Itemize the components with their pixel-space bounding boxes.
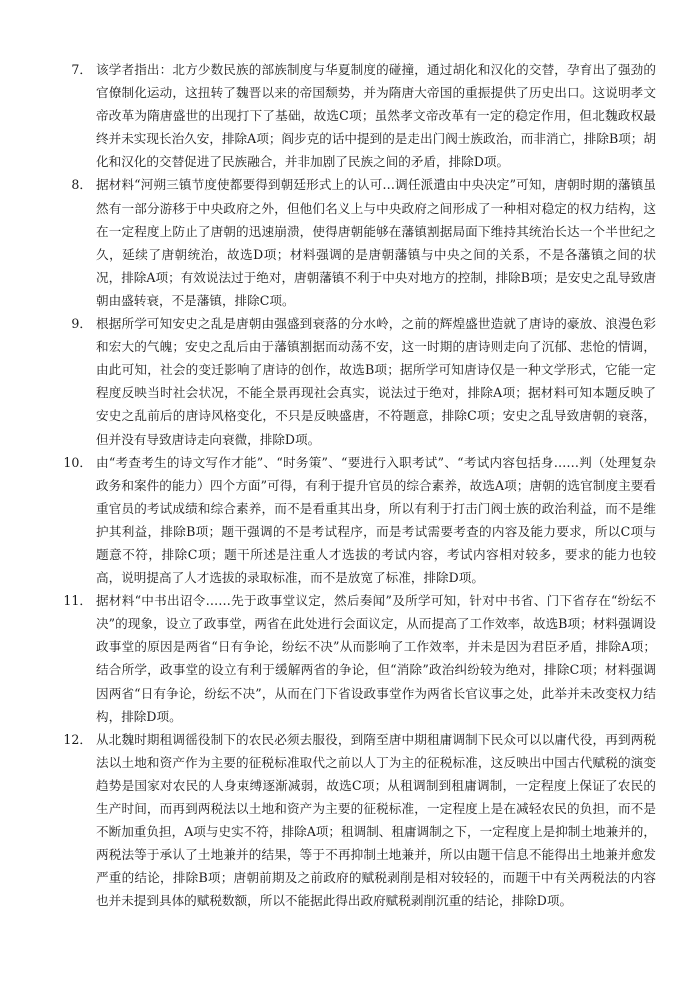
answer-item-8 (0, 173, 696, 312)
answer-item-10 (0, 451, 696, 590)
item-number: 7． (71, 62, 92, 77)
answer-item-12 (0, 728, 696, 913)
item-explanation: 根据所学可知安史之乱是唐朝由强盛到衰落的分水岭，之前的辉煌盛世造就了唐诗的豪放、浪漫色彩和宏大的气魄；安史之乱后由于藩镇割据而动荡不安，这一时期的唐诗则走向了沉郁、悲怆的情调，由此可知，社会的变迁影响了唐诗的创作，故选B项；据所学可知唐诗仅是一种文学形式，它能一定程度反映当时社会状况，不能全景再现社会真实，说法过于绝对，排除A项；据材料可知本题反映了安史之乱前后的唐诗风格变化，不只是反映盛唐，不符题意，排除C项；安史之乱导致唐朝的衰落，但并没有导致唐诗走向衰微，排除D项。 (96, 316, 656, 447)
item-number: 10． (63, 454, 92, 470)
item-explanation: 据材料“中书出诏令……先于政事堂议定，然后奏闻”及所学可知，针对中书省、门下省存在“纷纭不决”的现象，设立了政事堂，两省在此处进行会面议定，从而提高了工作效率，故选B项；材料强调设政事堂的原因是两省“日有争论，纷纭不决”从而影响了工作效率，并未是因为君臣矛盾，排除A项；结合所学，政事堂的设立有利于缓解两省的争论，但“消除”政治纠纷较为绝对，排除C项；材料强调因两省“日有争论，纷纭不决”，从而在门下省设政事堂作为两省长官议事之处，此举并未改变权力结构，排除D项。 (96, 593, 656, 724)
answer-list (0, 58, 696, 912)
item-number: 11． (63, 593, 92, 609)
answer-item-9 (0, 312, 696, 451)
answer-item-7 (0, 58, 696, 173)
item-explanation: 该学者指出：北方少数民族的部族制度与华夏制度的碰撞，通过胡化和汉化的交替，孕育出了强劲的官僚制化运动，这扭转了魏晋以来的帝国颓势，并为隋唐大帝国的重振提供了历史出口。这说明孝文帝改革为隋唐盛世的出现打下了基础，故选C项；虽然孝文帝改革有一定的稳定作用，但北魏政权最终并未实现长治久安，排除A项；阎步克的话中提到的是走出门阀士族政治，而非消亡，排除B项；胡化和汉化的交替促进了民族融合，并非加剧了民族之间的矛盾，排除D项。 (96, 62, 656, 170)
answer-item-11 (0, 589, 696, 728)
item-number: 12． (63, 731, 92, 747)
item-explanation: 由“考查考生的诗文写作才能”、“时务策”、“要进行入职考试”、“考试内容包括身……判（处理复杂政务和案件的能力）四个方面”可得，有利于提升官员的综合素养，故选A项；唐朝的选官制度主要看重官员的考试成绩和综合素养，而不是看重其出身，所以有利于打击门阀士族的政治利益，而不是维护其利益，排除B项；题干强调的不是考试程序，而是考试需要考查的内容及能力要求，所以C项与题意不符，排除C项；题干所述是注重人才选拔的考试内容，考试内容相对较多，要求的能力也较高，说明提高了人才选拔的录取标准，而不是放宽了标准，排除D项。 (96, 454, 656, 586)
item-explanation: 据材料“河朔三镇节度使都要得到朝廷形式上的认可…调任派遣由中央决定”可知，唐朝时期的藩镇虽然有一部分游移于中央政府之外，但他们名义上与中央政府之间形成了一种相对稳定的权力结构，这在一定程度上防止了唐朝的迅速崩溃，使得唐朝能够在藩镇割据局面下维持其统治长达一个半世纪之久，延续了唐朝统治，故选D项；材料强调的是唐朝藩镇与中央之间的关系，不是各藩镇之间的状况，排除A项；有效说法过于绝对，唐朝藩镇不利于中央对地方的控制，排除B项；是安史之乱导致唐朝由盛转衰，不是藩镇，排除C项。 (96, 177, 656, 308)
item-explanation: 从北魏时期租调徭役制下的农民必须去服役，到隋至唐中期租庸调制下民众可以以庸代役，再到两税法以土地和资产作为主要的征税标准取代之前以人丁为主的征税标准，这反映出中国古代赋税的演变趋势是国家对农民的人身束缚逐渐减弱，故选C项；从租调制到租庸调制，一定程度上保证了农民的生产时间，而再到两税法以土地和资产为主要的征税标准，一定程度上是在减轻农民的负担，而不是不断加重负担，A项与史实不符，排除A项；租调制、租庸调制之下，一定程度上是抑制土地兼并的，两税法等于承认了土地兼并的结果，等于不再抑制土地兼并，所以由题干信息不能得出土地兼并愈发严重的结论，排除B项；唐朝前期及之前政府的赋税剥削是相对较轻的，而题干中有关两税法的内容也并未提到具体的赋税数额，所以不能据此得出政府赋税剥削沉重的结论，排除D项。 (96, 731, 656, 909)
item-number: 8． (71, 177, 92, 193)
item-number: 9． (71, 316, 92, 332)
